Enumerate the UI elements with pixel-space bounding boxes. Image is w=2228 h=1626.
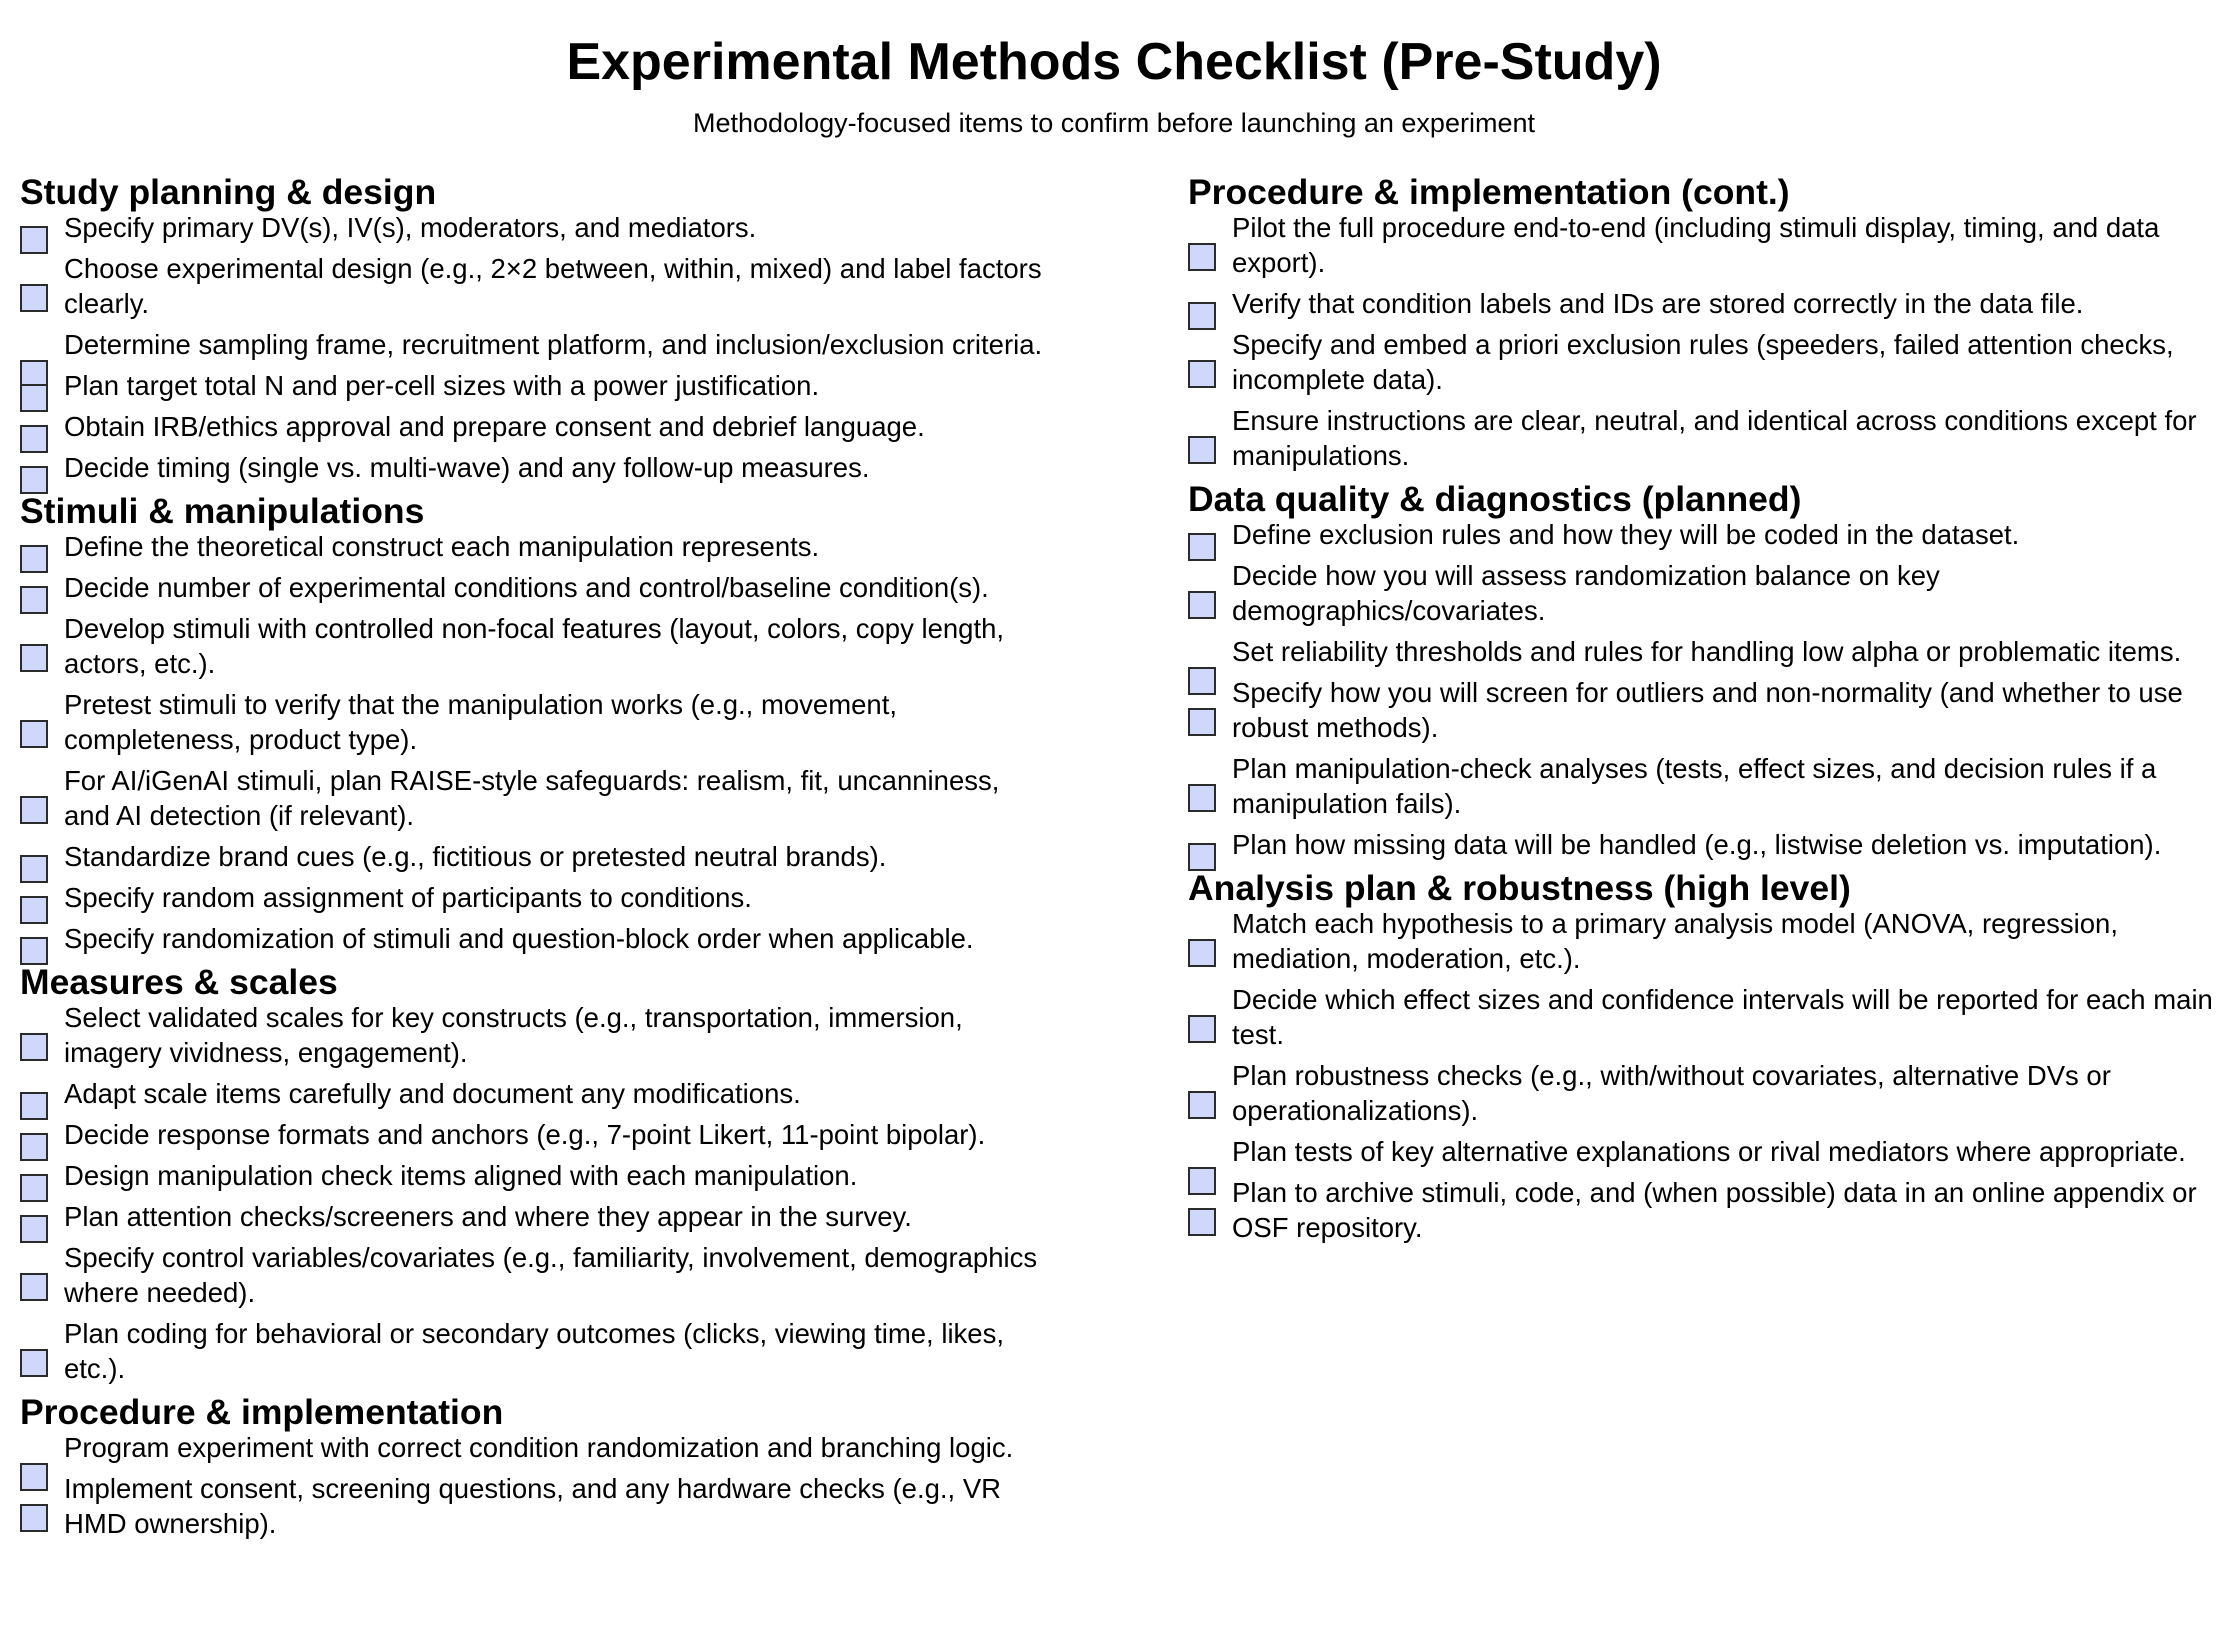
checklist-item — [1188, 517, 2213, 552]
checkbox[interactable] — [1188, 667, 1216, 695]
checklist-item — [20, 368, 1050, 403]
checklist-item-text: Plan how missing data will be handled (e.g., listwise deletion vs. imputation). — [1232, 829, 2162, 860]
checklist-item — [20, 529, 1050, 564]
section-heading: Stimuli & manipulations — [20, 491, 425, 531]
checkbox[interactable] — [20, 796, 48, 824]
checkbox[interactable] — [20, 1174, 48, 1202]
checkbox[interactable] — [1188, 243, 1216, 271]
section-heading: Data quality & diagnostics (planned) — [1188, 479, 1802, 519]
checklist-item — [20, 1000, 1050, 1070]
checklist-item — [20, 1240, 1050, 1310]
checklist-item-text: Decide response formats and anchors (e.g., 7-point Likert, 11-point bipolar). — [64, 1119, 986, 1150]
checklist-item-text: Pretest stimuli to verify that the manipulation works (e.g., movement, completeness, product type). — [64, 689, 897, 755]
checklist-item — [1188, 286, 2213, 321]
checklist-item — [20, 251, 1050, 321]
checklist-item-text: Obtain IRB/ethics approval and prepare consent and debrief language. — [64, 411, 925, 442]
checklist-item-text: Implement consent, screening questions, and any hardware checks (e.g., VR HMD ownership). — [64, 1473, 1002, 1539]
checklist-item-text: Design manipulation check items aligned with each manipulation. — [64, 1160, 858, 1191]
checklist-item — [20, 839, 1050, 874]
checkbox[interactable] — [20, 226, 48, 254]
checklist-item-text: Define the theoretical construct each manipulation represents. — [64, 531, 820, 562]
checklist-item-text: Verify that condition labels and IDs are stored correctly in the data file. — [1232, 288, 2084, 319]
checklist-item — [20, 409, 1050, 444]
checklist-item — [1188, 1175, 2213, 1245]
checklist-item — [20, 570, 1050, 605]
checkbox[interactable] — [1188, 939, 1216, 967]
checkbox[interactable] — [1188, 302, 1216, 330]
checkbox[interactable] — [20, 1349, 48, 1377]
checklist-item — [20, 611, 1050, 681]
checklist-item-text: Plan tests of key alternative explanations or rival mediators where appropriate. — [1232, 1136, 2186, 1167]
checklist-item-text: Program experiment with correct condition randomization and branching logic. — [64, 1432, 1014, 1463]
checklist-item — [1188, 634, 2213, 669]
checklist-item-text: Plan target total N and per-cell sizes with a power justification. — [64, 370, 820, 401]
checklist-item — [1188, 1058, 2213, 1128]
checklist-item — [20, 1199, 1050, 1234]
checkbox[interactable] — [1188, 360, 1216, 388]
checkbox[interactable] — [1188, 1167, 1216, 1195]
checkbox[interactable] — [20, 1215, 48, 1243]
checkbox[interactable] — [1188, 708, 1216, 736]
checklist-item — [20, 450, 1050, 485]
checklist-item — [20, 1076, 1050, 1111]
checklist-item — [20, 327, 1050, 362]
checklist-item — [1188, 327, 2213, 397]
left-column — [20, 172, 1050, 1547]
checklist-item-text: Specify how you will screen for outliers and non-normality (and whether to use robust methods). — [1232, 677, 2183, 743]
checkbox[interactable] — [20, 1504, 48, 1532]
checkbox[interactable] — [20, 586, 48, 614]
checkbox[interactable] — [20, 1273, 48, 1301]
checklist-item-text: Adapt scale items carefully and document any modifications. — [64, 1078, 801, 1109]
checkbox[interactable] — [1188, 843, 1216, 871]
checklist-item-text: Plan coding for behavioral or secondary outcomes (clicks, viewing time, likes, etc.). — [64, 1318, 1004, 1384]
checklist-item — [1188, 1134, 2213, 1169]
checklist-item — [1188, 982, 2213, 1052]
checklist-item-text: Decide number of experimental conditions and control/baseline condition(s). — [64, 572, 989, 603]
checklist-item-text: Plan manipulation-check analyses (tests, effect sizes, and decision rules if a manipulation fails). — [1232, 753, 2157, 819]
section-heading: Measures & scales — [20, 962, 338, 1002]
section-heading: Analysis plan & robustness (high level) — [1188, 868, 1851, 908]
section-heading: Procedure & implementation (cont.) — [1188, 172, 1790, 212]
checklist-item — [20, 1316, 1050, 1386]
checkbox[interactable] — [1188, 1015, 1216, 1043]
right-column — [1188, 172, 2213, 1251]
checklist-item-text: For AI/iGenAI stimuli, plan RAISE-style safeguards: realism, fit, uncanniness, and AI detection (if relevant). — [64, 765, 1000, 831]
checkbox[interactable] — [20, 466, 48, 494]
page-subtitle: Methodology-focused items to confirm before launching an experiment — [693, 108, 1535, 138]
checkbox[interactable] — [1188, 784, 1216, 812]
checklist-item-text: Match each hypothesis to a primary analysis model (ANOVA, regression, mediation, moderation, etc.). — [1232, 908, 2118, 974]
checkbox[interactable] — [20, 855, 48, 883]
checklist-item — [1188, 675, 2213, 745]
checklist-item-text: Specify random assignment of participants to conditions. — [64, 882, 752, 913]
checklist-item — [20, 763, 1050, 833]
section-heading: Study planning & design — [20, 172, 437, 212]
checkbox[interactable] — [20, 545, 48, 573]
section-heading: Procedure & implementation — [20, 1392, 504, 1432]
checklist-item — [1188, 403, 2213, 473]
checklist-item-text: Choose experimental design (e.g., 2×2 between, within, mixed) and label factors clearly. — [64, 253, 1042, 319]
checkbox[interactable] — [1188, 1091, 1216, 1119]
checkbox[interactable] — [20, 425, 48, 453]
checkbox[interactable] — [20, 644, 48, 672]
checkbox[interactable] — [20, 896, 48, 924]
checklist-item-text: Specify control variables/covariates (e.g., familiarity, involvement, demographics where needed). — [64, 1242, 1038, 1308]
checklist-item-text: Decide how you will assess randomization balance on key demographics/covariates. — [1232, 560, 1940, 626]
checkbox[interactable] — [1188, 591, 1216, 619]
checklist-item-text: Decide which effect sizes and confidence intervals will be reported for each main test. — [1232, 984, 2213, 1050]
checklist-item-text: Set reliability thresholds and rules for handling low alpha or problematic items. — [1232, 636, 2182, 667]
checklist-item-text: Select validated scales for key constructs (e.g., transportation, immersion, imagery vividness, engagement). — [64, 1002, 963, 1068]
checklist-item-text: Decide timing (single vs. multi-wave) and any follow-up measures. — [64, 452, 870, 483]
checkbox[interactable] — [1188, 533, 1216, 561]
page-title: Experimental Methods Checklist (Pre-Study) — [566, 33, 1662, 91]
checklist-item — [20, 687, 1050, 757]
checkbox[interactable] — [1188, 436, 1216, 464]
checklist-item — [1188, 906, 2213, 976]
checklist-item-text: Determine sampling frame, recruitment platform, and inclusion/exclusion criteria. — [64, 329, 1043, 360]
checklist-item-text: Specify primary DV(s), IV(s), moderators, and mediators. — [64, 212, 757, 243]
checklist-item-text: Specify randomization of stimuli and question-block order when applicable. — [64, 923, 974, 954]
checkbox[interactable] — [20, 720, 48, 748]
checkbox[interactable] — [20, 1092, 48, 1120]
checkbox[interactable] — [20, 1133, 48, 1161]
checklist-item — [1188, 210, 2213, 280]
checklist-item — [1188, 558, 2213, 628]
checkbox[interactable] — [1188, 1208, 1216, 1236]
checkbox[interactable] — [20, 284, 48, 312]
checklist-item-text: Define exclusion rules and how they will be coded in the dataset. — [1232, 519, 2020, 550]
checklist-item-text: Plan robustness checks (e.g., with/without covariates, alternative DVs or operationalizations). — [1232, 1060, 2111, 1126]
checklist-item — [20, 210, 1050, 245]
checklist-item — [20, 1471, 1050, 1541]
checkbox[interactable] — [20, 1033, 48, 1061]
checklist-item — [20, 921, 1050, 956]
checklist-item — [20, 1158, 1050, 1193]
checklist-item-text: Pilot the full procedure end-to-end (including stimuli display, timing, and data export). — [1232, 212, 2160, 278]
checklist-item — [1188, 751, 2213, 821]
checklist-item — [20, 1117, 1050, 1152]
checklist-item — [1188, 827, 2213, 862]
checklist-item-text: Develop stimuli with controlled non-focal features (layout, colors, copy length, actors, etc.). — [64, 613, 1005, 679]
checklist-item-text: Standardize brand cues (e.g., fictitious or pretested neutral brands). — [64, 841, 887, 872]
checklist-item — [20, 880, 1050, 915]
checklist-item-text: Plan to archive stimuli, code, and (when possible) data in an online appendix or OSF repository. — [1232, 1177, 2197, 1243]
checkbox[interactable] — [20, 1463, 48, 1491]
checkbox[interactable] — [20, 937, 48, 965]
checklist-item-text: Plan attention checks/screeners and where they appear in the survey. — [64, 1201, 912, 1232]
checklist-item-text: Ensure instructions are clear, neutral, and identical across conditions except for manipulations. — [1232, 405, 2197, 471]
checkbox[interactable] — [20, 384, 48, 412]
checklist-item-text: Specify and embed a priori exclusion rules (speeders, failed attention checks, incomplete data). — [1232, 329, 2174, 395]
checklist-item — [20, 1430, 1050, 1465]
